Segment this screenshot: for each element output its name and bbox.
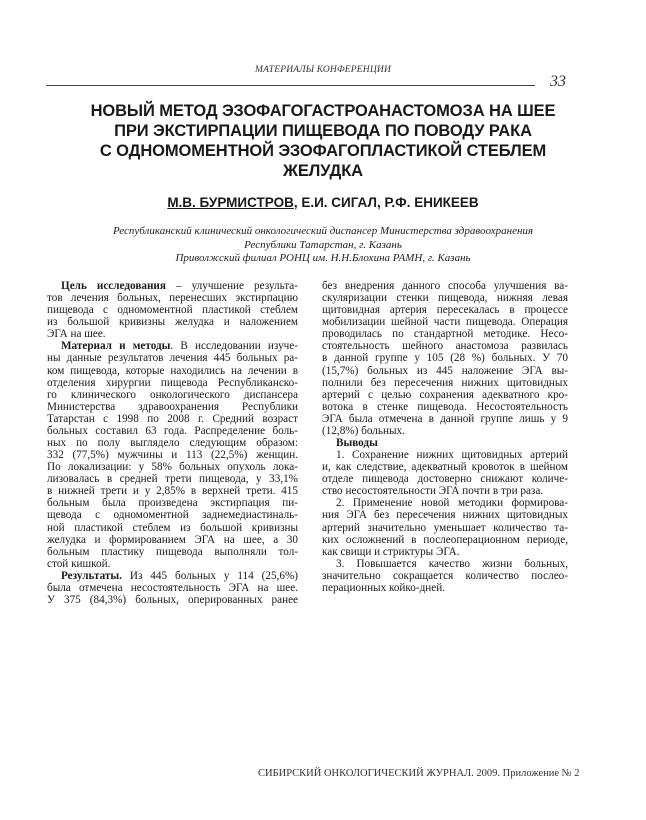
body-text-line	[47, 365, 298, 377]
body-text-line	[322, 473, 568, 485]
line-text: щевода с одномоментной заднемедиастиналь-	[47, 509, 298, 522]
affiliation-line: Приволжский филиал РОНЦ им. Н.Н.Блохина РАМН, г. Казань	[175, 252, 471, 264]
line-text: ство несостоятельности ЭГА почти в три раза.	[322, 485, 544, 498]
body-text-line	[47, 594, 298, 606]
line-text: . В исследовании изуче-	[170, 340, 298, 353]
body-text-line	[322, 570, 568, 582]
line-text: (15,7%) больных из 445 наложение ЭГА вы-	[322, 364, 568, 377]
line-text: желудка и формированием ЭГА на шее, а 30	[47, 533, 298, 546]
line-text: ны данные результатов лечения 445 больных ра-	[47, 352, 298, 365]
body-text-line	[47, 558, 298, 570]
line-text: из большой кривизны желудка и наложением	[47, 316, 298, 329]
title-line: ЖЕЛУДКА	[283, 162, 363, 180]
journal-footer: СИБИРСКИЙ ОНКОЛОГИЧЕСКИЙ ЖУРНАЛ. 2009. Приложение № 2	[258, 768, 580, 779]
body-text-line	[322, 437, 568, 449]
co-authors: , Е.И. СИГАЛ, Р.Ф. ЕНИКЕЕВ	[293, 195, 479, 210]
body-text-line	[322, 377, 568, 389]
line-text: проводилась по стандартной методике. Несо-	[322, 328, 568, 341]
line-text: была отмечена несостоятельность ЭГА на шее.	[47, 581, 298, 594]
line-text: больных составил 63 года. Распределение боль-	[47, 424, 298, 437]
body-text-line	[322, 352, 568, 364]
body-text-line	[322, 401, 568, 413]
body-text-line	[322, 461, 568, 473]
line-text: ких осложнений в послеоперационном периоде,	[322, 533, 568, 546]
authors	[0, 195, 646, 210]
line-text: (12,8%) больных.	[322, 424, 405, 437]
line-text: значительно сокращается количество послео-	[322, 569, 568, 582]
body-text-line	[322, 497, 568, 509]
title-line: НОВЫЙ МЕТОД ЭЗОФАГОГАСТРОАНАСТОМОЗА НА ШЕЕ	[90, 102, 556, 120]
line-text: ния ЭГА без пересечения нижних щитовидных	[322, 509, 568, 522]
body-text-line	[322, 292, 568, 304]
left-column	[47, 280, 298, 606]
body-text-line	[47, 328, 298, 340]
line-text: без внедрения данного способа улучшения ва-	[322, 280, 568, 292]
line-text: По локализации: у 58% больных опухоль лока-	[47, 461, 298, 474]
line-text: мобилизации шейной части пищевода. Операция	[322, 316, 568, 329]
section-heading: Материал и методы	[61, 340, 171, 353]
body-text-line	[47, 377, 298, 389]
line-text: ЭГА была отмечена в данной группе лишь у 9	[322, 412, 568, 425]
body-text-line	[322, 413, 568, 425]
affiliation-line: Республики Татарстан, г. Казань	[244, 238, 402, 251]
body-text-line	[47, 280, 298, 292]
line-text: лизовалась в средней трети пищевода, у 33,1%	[47, 473, 298, 486]
line-text: перационных койко-дней.	[322, 581, 446, 594]
body-text-line	[47, 473, 298, 485]
line-text: У 375 (84,3%) больных, оперированных ранее	[47, 594, 298, 607]
title-line: С ОДНОМОМЕНТНОЙ ЭЗОФАГОПЛАСТИКОЙ СТЕБЛЕМ	[99, 142, 547, 160]
body-text-line	[322, 558, 568, 570]
line-text: ных по полу выглядело следующим образом:	[47, 437, 298, 450]
body-text-line	[47, 413, 298, 425]
line-text: отделения хирургии пищевода Республиканско-	[47, 376, 298, 389]
body-text-line	[322, 425, 568, 437]
line-text: в нижней трети и у 2,85% в верхней трети. 415	[47, 485, 298, 498]
line-text: стой кишкой.	[47, 557, 111, 570]
body-text-line	[322, 485, 568, 497]
body-text-line	[47, 340, 298, 352]
body-text-line	[47, 304, 298, 316]
right-column	[322, 280, 568, 594]
title-line: ПРИ ЭКСТИРПАЦИИ ПИЩЕВОДА ПО ПОВОДУ РАКА	[114, 122, 532, 140]
affiliations	[0, 225, 646, 266]
affiliation-line: Республиканский клинический онкологический диспансер Министерства здравоохранения	[112, 225, 534, 237]
header-rule	[46, 85, 535, 86]
line-text: 2. Применение новой методики формирова-	[336, 497, 568, 510]
body-text-line	[322, 340, 568, 352]
line-text: стоятельность шейного анастомоза развилась	[322, 340, 568, 353]
body-text-line	[322, 304, 568, 316]
body-text-line	[47, 437, 298, 449]
body-text-line	[47, 389, 298, 401]
line-text: ной пластикой стеблем из большой кривизны	[47, 521, 298, 534]
body-text-line	[47, 316, 298, 328]
line-text: щитовидная артерия пересекалась в процессе	[322, 304, 568, 317]
body-text-line	[322, 522, 568, 534]
line-text: 332 (77,5%) мужчины и 113 (22,5%) женщин.	[47, 449, 298, 462]
line-text: полнили без пересечения нижних щитовидных	[322, 376, 568, 389]
line-text: артерий с целью сохранения адекватного кро-	[322, 388, 568, 401]
line-text: ЭГА на шее.	[47, 328, 106, 341]
body-text-line	[322, 546, 568, 558]
article-title	[0, 101, 646, 181]
body-text-line	[322, 328, 568, 340]
body-text-line	[322, 449, 568, 461]
running-header: МАТЕРИАЛЫ КОНФЕРЕНЦИИ	[254, 65, 392, 75]
line-text: Из 445 больных у 114 (25,6%)	[121, 569, 298, 582]
line-text: го клинического онкологического диспансера	[47, 388, 298, 401]
body-text-line	[322, 389, 568, 401]
line-text: пищевода с одномоментной пластикой стеблем	[47, 304, 298, 317]
body-text-line	[322, 582, 568, 594]
line-text: скуляризации стенки пищевода, нижняя левая	[322, 292, 568, 305]
line-text: Татарстан с 1998 по 2008 г. Средний возраст	[47, 412, 298, 425]
body-text-line	[47, 292, 298, 304]
line-text: Министерства здравоохранения Республики	[47, 400, 298, 413]
body-text-line	[47, 582, 298, 594]
body-text-line	[322, 316, 568, 328]
section-heading: Цель исследования	[61, 280, 166, 292]
body-text-line	[322, 534, 568, 546]
line-text: ком пищевода, которые находились на лечении в	[47, 364, 298, 377]
body-text-line	[322, 365, 568, 377]
body-text-line	[47, 401, 298, 413]
body-text-line	[47, 425, 298, 437]
section-heading: Выводы	[336, 437, 378, 450]
section-heading: Результаты.	[61, 569, 122, 582]
body-text-line	[47, 534, 298, 546]
line-text: – улучшение результа-	[165, 280, 298, 292]
corresponding-author: М.В. БУРМИСТРОВ	[167, 195, 294, 210]
body-text-line	[47, 570, 298, 582]
body-text-line	[47, 449, 298, 461]
line-text: больным была произведена экстирпация пи-	[47, 497, 298, 510]
line-text: 3. Повышается качество жизни больных,	[336, 557, 568, 570]
body-text-line	[47, 461, 298, 473]
line-text: вотока в стенке пищевода. Несостоятельность	[322, 400, 568, 413]
body-text-line	[47, 546, 298, 558]
page-number: 33	[550, 73, 566, 90]
body-text-line	[47, 522, 298, 534]
body-text-line	[47, 352, 298, 364]
line-text: отделе пищевода достоверно снижают количе-	[322, 473, 568, 486]
line-text: тов лечения больных, перенесших экстирпацию	[47, 292, 298, 305]
body-text-line	[322, 280, 568, 292]
body-text-line	[47, 485, 298, 497]
line-text: как свищи и стриктуры ЭГА.	[322, 545, 460, 558]
line-text: 1. Сохранение нижних щитовидных артерий	[336, 449, 568, 462]
line-text: больным пластику пищевода выполняли тол-	[47, 545, 298, 558]
line-text: и, как следствие, адекватный кровоток в шейном	[322, 461, 568, 474]
body-text-line	[47, 497, 298, 509]
body-text-line	[322, 509, 568, 521]
body-text-line	[47, 509, 298, 521]
line-text: в данной группе у 105 (28 %) больных. У 70	[322, 352, 568, 365]
line-text: артерий значительно уменьшает количество та-	[322, 521, 568, 534]
